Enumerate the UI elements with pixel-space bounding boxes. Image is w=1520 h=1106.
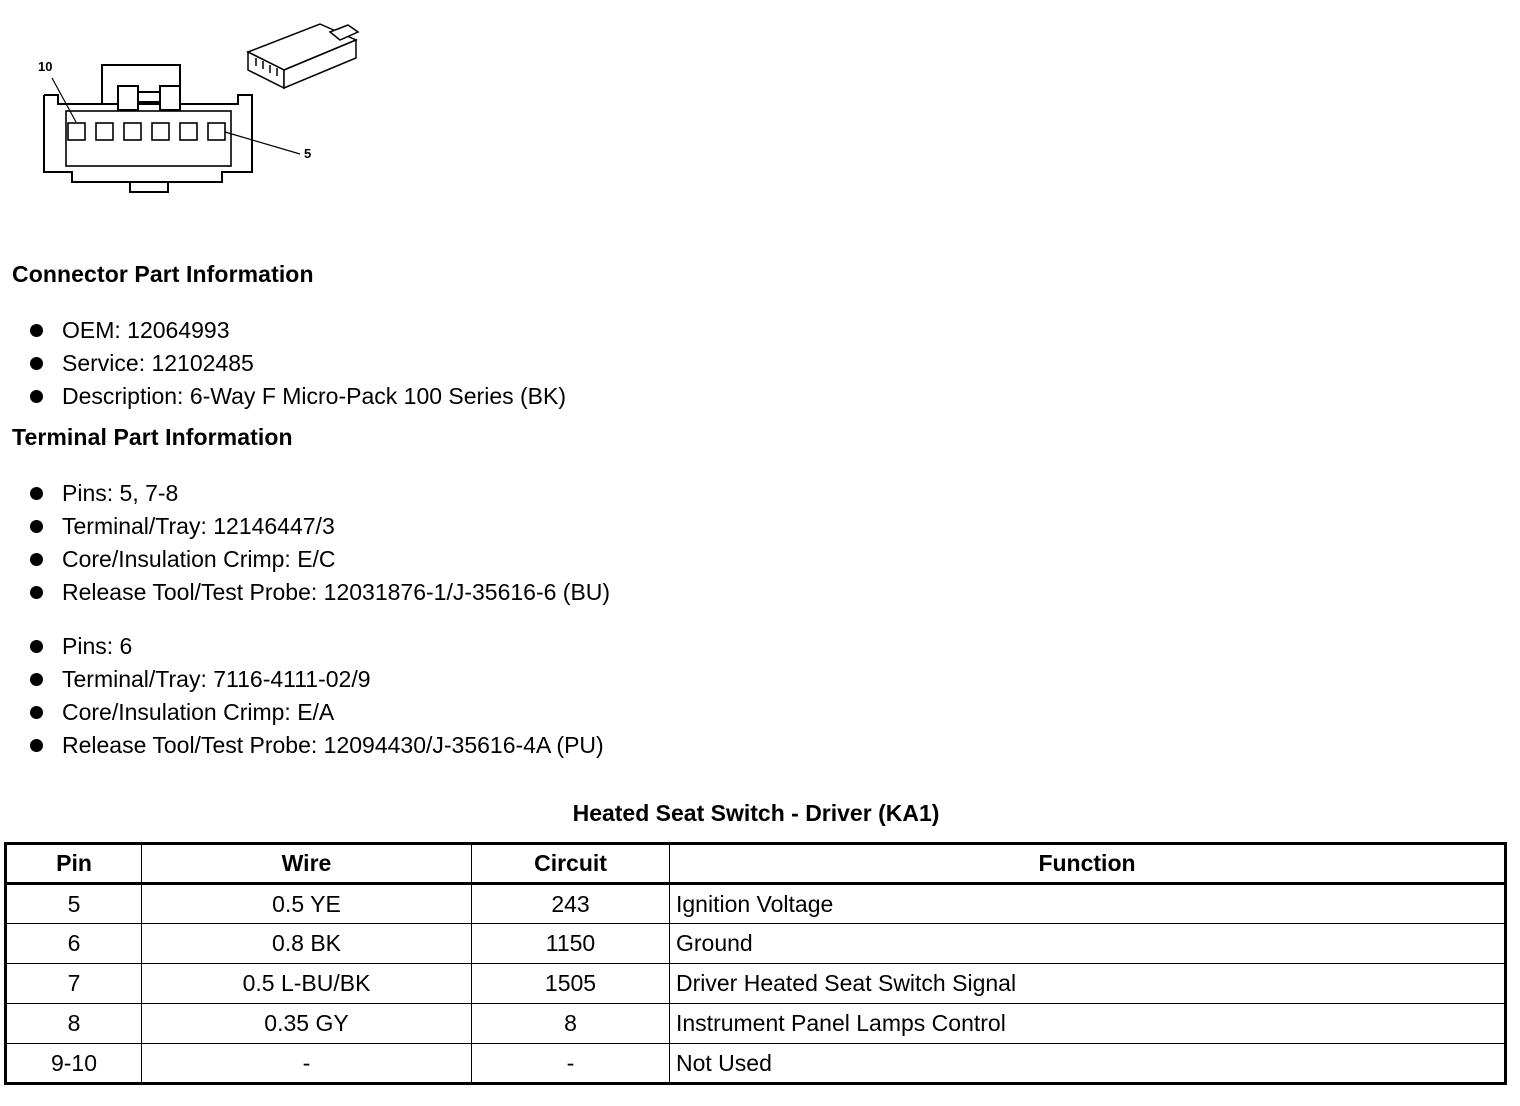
connector-info-heading: Connector Part Information xyxy=(12,261,314,287)
list-item xyxy=(28,576,610,609)
list-item-text: Release Tool/Test Probe: 12094430/J-35616-4A (PU) xyxy=(62,732,604,758)
table-row xyxy=(6,1044,1506,1084)
list-item-text: Pins: 6 xyxy=(62,633,133,659)
bullet-icon xyxy=(30,739,43,752)
cell-pin: 7 xyxy=(6,964,142,1004)
list-item xyxy=(28,630,604,663)
list-item xyxy=(28,380,566,413)
connector-isometric-icon xyxy=(248,10,358,88)
cell-pin: 8 xyxy=(6,1004,142,1044)
table-row xyxy=(6,924,1506,964)
terminal-info-list-2 xyxy=(28,630,604,762)
cell-circuit: - xyxy=(472,1044,670,1084)
list-item xyxy=(28,510,610,543)
cell-pin: 9-10 xyxy=(6,1044,142,1084)
cell-function: Driver Heated Seat Switch Signal xyxy=(670,964,1506,1004)
table-header-row xyxy=(6,844,1506,884)
bullet-icon xyxy=(30,390,43,403)
list-item xyxy=(28,347,566,380)
cell-circuit: 1150 xyxy=(472,924,670,964)
list-item-text: OEM: 12064993 xyxy=(62,317,230,343)
cell-wire: 0.5 L-BU/BK xyxy=(142,964,472,1004)
list-item-text: Description: 6-Way F Micro-Pack 100 Series (BK) xyxy=(62,383,567,409)
bullet-icon xyxy=(30,357,43,370)
list-item-text: Service: 12102485 xyxy=(62,350,254,376)
cell-function: Ground xyxy=(670,924,1506,964)
cell-function: Ignition Voltage xyxy=(670,884,1506,924)
column-header-circuit: Circuit xyxy=(472,844,670,884)
bullet-icon xyxy=(30,640,43,653)
list-item-text: Release Tool/Test Probe: 12031876-1/J-35616-6 (BU) xyxy=(62,579,611,605)
cell-pin: 5 xyxy=(6,884,142,924)
bullet-icon xyxy=(30,673,43,686)
bullet-icon xyxy=(30,586,43,599)
table-row xyxy=(6,964,1506,1004)
pin-cavities xyxy=(68,123,225,140)
list-item-text: Terminal/Tray: 12146447/3 xyxy=(62,513,335,539)
table-title: Heated Seat Switch - Driver (KA1) xyxy=(572,800,940,826)
column-header-wire: Wire xyxy=(142,844,472,884)
cell-circuit: 1505 xyxy=(472,964,670,1004)
terminal-info-heading: Terminal Part Information xyxy=(12,424,293,450)
list-item-text: Core/Insulation Crimp: E/C xyxy=(62,546,336,572)
list-item xyxy=(28,696,604,729)
terminal-info-list-1 xyxy=(28,477,610,609)
connector-diagram xyxy=(30,10,370,205)
cell-pin: 6 xyxy=(6,924,142,964)
list-item xyxy=(28,663,604,696)
connector-info-list xyxy=(28,314,566,413)
bullet-icon xyxy=(30,520,43,533)
table-row xyxy=(6,1004,1506,1044)
cell-wire: 0.5 YE xyxy=(142,884,472,924)
cell-wire: 0.8 BK xyxy=(142,924,472,964)
list-item xyxy=(28,543,610,576)
cell-function: Not Used xyxy=(670,1044,1506,1084)
bullet-icon xyxy=(30,324,43,337)
list-item-text: Terminal/Tray: 7116-4111-02/9 xyxy=(62,666,371,692)
pinout-table xyxy=(4,842,1507,1085)
cell-circuit: 8 xyxy=(472,1004,670,1044)
table-row xyxy=(6,884,1506,924)
pin-label-10: 10 xyxy=(38,59,53,74)
column-header-function: Function xyxy=(670,844,1506,884)
list-item xyxy=(28,314,566,347)
list-item-text: Pins: 5, 7-8 xyxy=(62,480,179,506)
cell-function: Instrument Panel Lamps Control xyxy=(670,1004,1506,1044)
bullet-icon xyxy=(30,706,43,719)
column-header-pin: Pin xyxy=(6,844,142,884)
cell-circuit: 243 xyxy=(472,884,670,924)
cell-wire: 0.35 GY xyxy=(142,1004,472,1044)
list-item xyxy=(28,729,604,762)
cell-wire: - xyxy=(142,1044,472,1084)
bullet-icon xyxy=(30,553,43,566)
pin-label-5: 5 xyxy=(304,146,312,161)
list-item-text: Core/Insulation Crimp: E/A xyxy=(62,699,335,725)
list-item xyxy=(28,477,610,510)
bullet-icon xyxy=(30,487,43,500)
